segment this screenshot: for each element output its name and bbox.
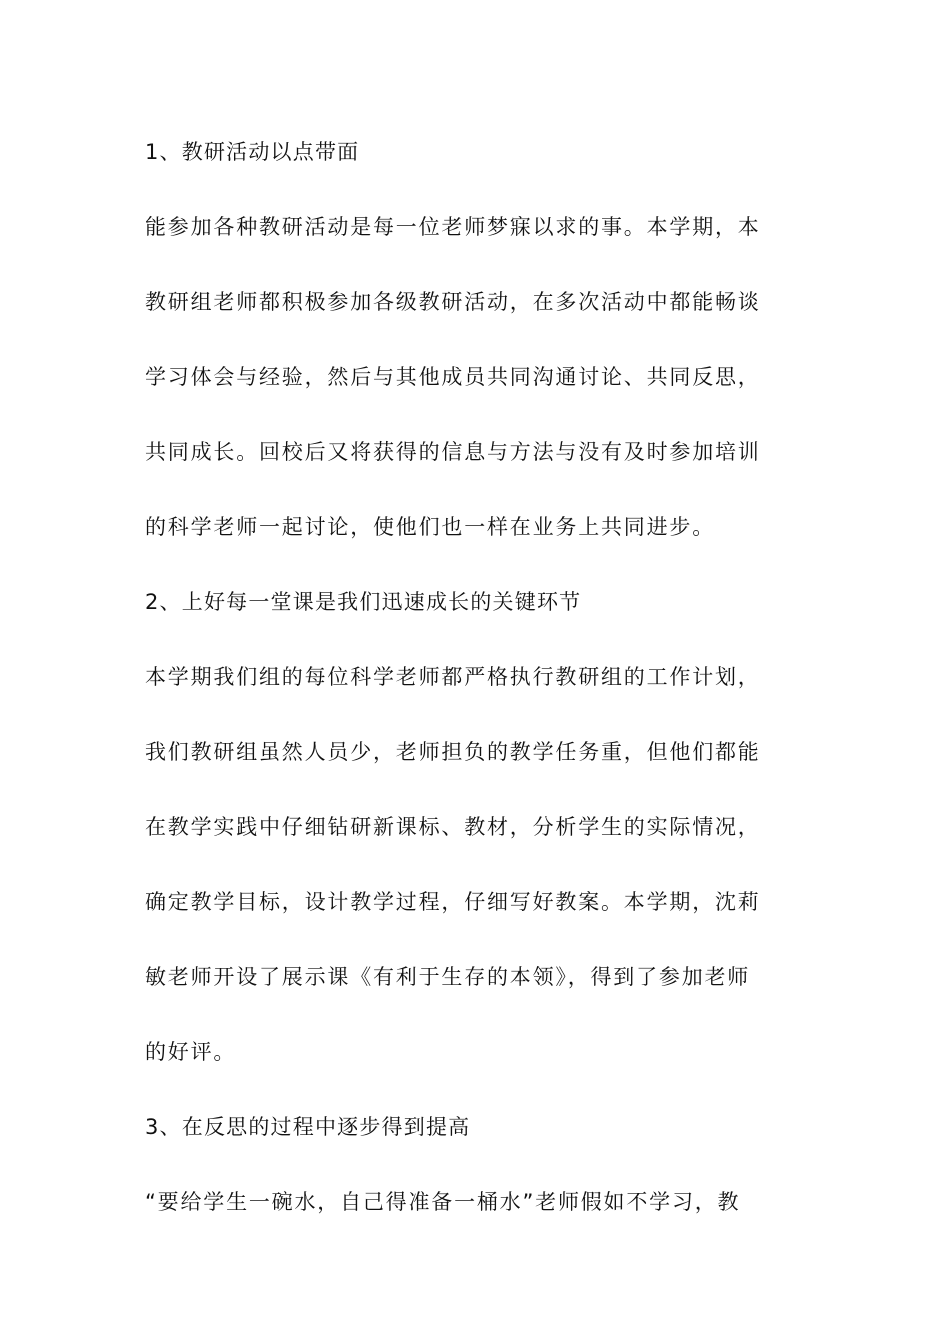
paragraph-line: 能参加各种教研活动是每一位老师梦寐以求的事。本学期，本	[145, 215, 761, 239]
paragraph-line: 的科学老师一起讨论，使他们也一样在业务上共同进步。	[145, 515, 715, 539]
paragraph-line: 的好评。	[145, 1040, 237, 1064]
paragraph-line: 本学期我们组的每位科学老师都严格执行教研组的工作计划，	[145, 665, 761, 689]
paragraph-line: “要给学生一碗水，自己得准备一桶水”老师假如不学习，教	[145, 1190, 741, 1214]
paragraph-line: 敏老师开设了展示课《有利于生存的本领》，得到了参加老师	[145, 965, 751, 989]
paragraph-line: 共同成长。回校后又将获得的信息与方法与没有及时参加培训	[145, 440, 761, 464]
paragraph-line: 在教学实践中仔细钻研新课标、教材，分析学生的实际情况，	[145, 815, 761, 839]
section-heading-2: 2、上好每一堂课是我们迅速成长的关键环节	[145, 590, 582, 614]
paragraph-line: 学习体会与经验，然后与其他成员共同沟通讨论、共同反思，	[145, 365, 761, 389]
paragraph-line: 我们教研组虽然人员少，老师担负的教学任务重，但他们都能	[145, 740, 761, 764]
paragraph-line: 教研组老师都积极参加各级教研活动，在多次活动中都能畅谈	[145, 290, 761, 314]
section-heading-3: 3、在反思的过程中逐步得到提高	[145, 1115, 471, 1139]
paragraph-line: 确定教学目标，设计教学过程，仔细写好教案。本学期，沈莉	[145, 890, 761, 914]
section-heading-1: 1、教研活动以点带面	[145, 140, 360, 164]
